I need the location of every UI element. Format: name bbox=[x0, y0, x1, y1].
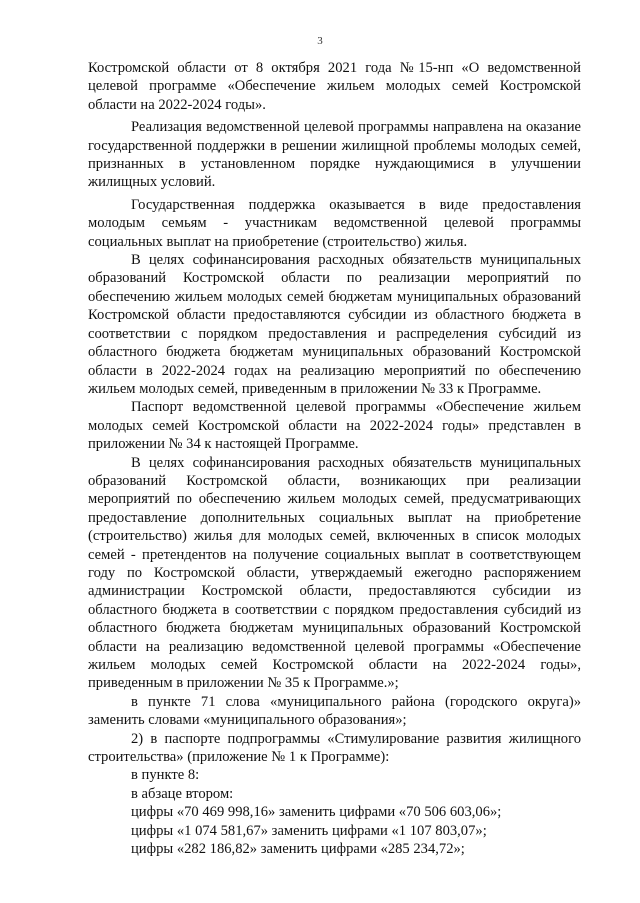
paragraph: цифры «282 186,82» заменить цифрами «285 234,72»; bbox=[131, 841, 465, 858]
paragraph: в пункте 8: bbox=[131, 767, 200, 784]
paragraph: Реализация ведомственной целевой программы направлена на оказание государственной поддержки в решении жилищной проблемы молодых семей, признанных в установленном порядке нуждающимися в улучшении жилищных условий. bbox=[88, 119, 581, 191]
paragraph: 2) в паспорте подпрограммы «Стимулирование развития жилищного строительства» (приложение № 1 к Программе): bbox=[88, 730, 581, 766]
page-number: 3 bbox=[317, 35, 323, 47]
paragraph: Паспорт ведомственной целевой программы «Обеспечение жильем молодых семей Костромской области на 2022-2024 годы» представлен в приложении № 34 к настоящей Программе. bbox=[88, 399, 581, 453]
paragraph: Костромской области от 8 октября 2021 года №15-нп «О ведомственной целевой программе «Обеспечение жильем молодых семей Костромской области на 2022-2024 годы». bbox=[88, 60, 581, 113]
paragraph: В целях софинансирования расходных обязательств муниципальных образований Костромской области, возникающих при реализации мероприятий по обеспечению жильем молодых семей, предусматривающих предоставление дополнительных социальных выплат на приобретение (строительство) жилья для молодых семей, включенных в список молодых семей - претендентов на получение социальных выплат в соответствующем году по Костромской области, утверждаемый ежегодно распоряжением администрации Костромской области, предоставляются субсидии из областного бюджета в соответствии с порядком предоставления субсидий из областного бюджета бюджетам муниципальных образований Костромской области на реализацию ведомственной целевой программы «Обеспечение жильем молодых семей Костромской области на 2022-2024 годы», приведенным в приложении № 35 к Программе.»; bbox=[88, 454, 581, 692]
paragraph: в пункте 71 слова «муниципального района (городского округа)» заменить словами «муниципального образования»; bbox=[88, 693, 581, 729]
document-body bbox=[88, 59, 581, 858]
paragraph: В целях софинансирования расходных обязательств муниципальных образований Костромской области по реализации мероприятий по обеспечению жильем молодых семей бюджетам муниципальных образований Костромской области предоставляются субсидии из областного бюджета в соответствии с порядком предоставления и распределения субсидий из областного бюджета бюджетам муниципальных образований Костромской области в 2022-2024 годах на реализацию мероприятий по обеспечению жильем молодых семей, приведенным в приложении № 33 к Программе. bbox=[88, 252, 581, 397]
paragraph: цифры «70 469 998,16» заменить цифрами «70 506 603,06»; bbox=[131, 804, 502, 821]
paragraph: в абзаце втором: bbox=[131, 785, 234, 802]
paragraph: цифры «1 074 581,67» заменить цифрами «1 107 803,07»; bbox=[131, 822, 487, 839]
paragraph: Государственная поддержка оказывается в виде предоставления молодым семьям - участникам ведомственной целевой программы социальных выплат на приобретение (строительство) жилья. bbox=[88, 196, 581, 250]
